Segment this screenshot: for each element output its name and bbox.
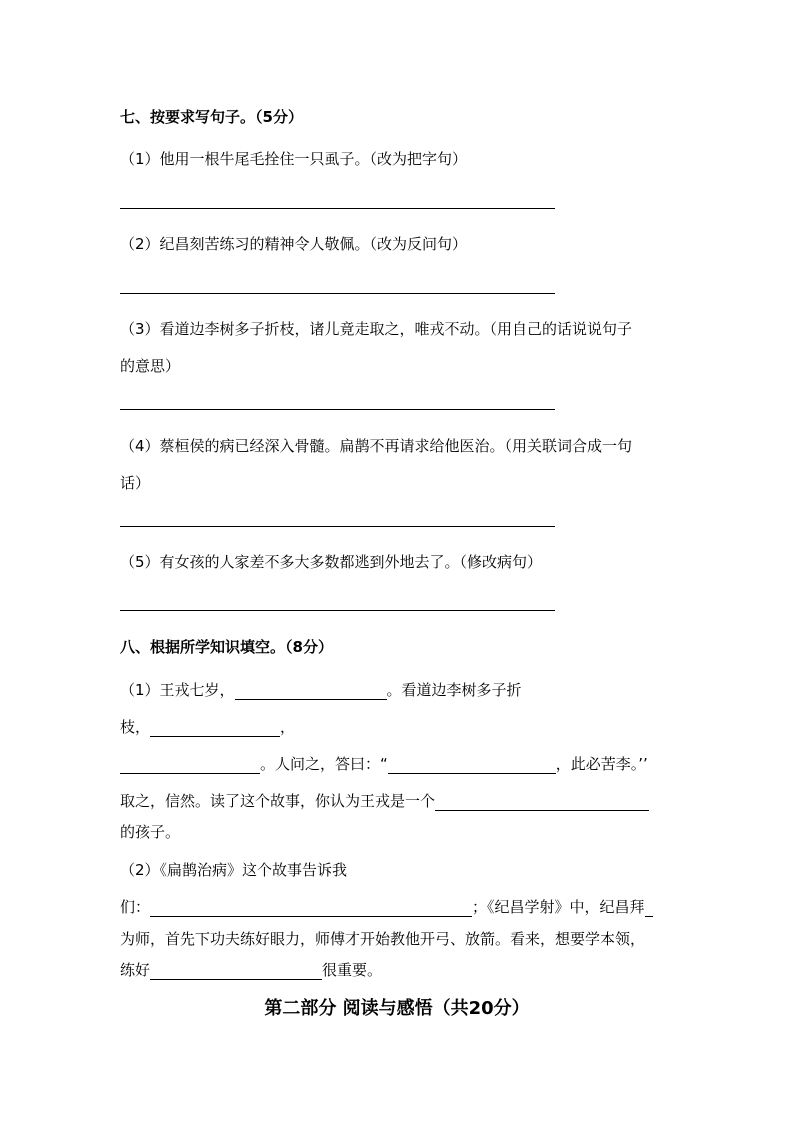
q1-text-d: ，: [280, 718, 296, 736]
section7-q3-line1: （3）看道边李树多子折枝，诸儿竟走取之，唯戎不动。（用自己的话说说句子: [120, 320, 633, 338]
fill-blank-2[interactable]: [150, 719, 280, 737]
answer-line-q2[interactable]: [120, 293, 555, 294]
fill-blank-5[interactable]: [435, 793, 649, 811]
answer-line-q1[interactable]: [120, 208, 555, 209]
fill-blank-6[interactable]: [150, 899, 472, 917]
q2-text-e: 练好: [120, 961, 151, 979]
q1-text-e: 。人问之，答曰：“: [260, 755, 388, 773]
section7-q1: （1）他用一根牛尾毛拴住一只虱子。（改为把字句）: [120, 150, 468, 168]
section8-q1-line3: [120, 754, 648, 774]
q1-text-g: 取之，信然。读了这个故事，你认为王戎是一个: [120, 792, 436, 810]
q1-text-a: （1）王戎七岁，: [120, 681, 235, 699]
fill-blank-8[interactable]: [150, 962, 322, 980]
q2-text-f: 很重要。: [322, 961, 383, 979]
answer-line-q3[interactable]: [120, 409, 555, 410]
q1-text-c: 枝，: [120, 718, 151, 736]
section8-q1-line4: [120, 791, 649, 811]
section7-q5: （5）有女孩的人家差不多大多数都逃到外地去了。（修改病句）: [120, 553, 543, 571]
fill-blank-7[interactable]: [645, 899, 653, 917]
section7-q3-line2: 的意思）: [120, 357, 181, 375]
q2-text-c: ；《纪昌学射》中，纪昌拜: [472, 898, 645, 916]
q1-text-f: ，此必苦李。’’: [555, 755, 648, 773]
q1-text-b: 。看道边李树多子折: [386, 681, 522, 699]
answer-line-q4[interactable]: [120, 526, 555, 527]
section8-q2-line3: 为师，首先下功夫练好眼力，师傅才开始教他开弓、放箭。看来，想要学本领，: [120, 930, 646, 948]
section7-q2: （2）纪昌刻苦练习的精神令人敬佩。（改为反问句）: [120, 235, 468, 253]
section8-q2-line4: [120, 960, 382, 980]
q2-text-b: 们：: [120, 898, 151, 916]
fill-blank-3[interactable]: [120, 756, 260, 774]
section7-q4-line1: （4）蔡桓侯的病已经深入骨髓。扁鹊不再请求给他医治。（用关联词合成一句: [120, 437, 633, 455]
section7-q4-line2: 话）: [120, 474, 151, 492]
section8-q2-line1: （2）《扁鹊治病》这个故事告诉我: [120, 861, 348, 879]
section7-heading: 七、按要求写句子。（5分）: [120, 108, 303, 126]
fill-blank-1[interactable]: [235, 682, 387, 700]
section8-q1-line2: [120, 717, 295, 737]
section8-heading: 八、根据所学知识填空。（8分）: [120, 638, 333, 656]
fill-blank-4[interactable]: [388, 756, 556, 774]
section8-q1-line5: 的孩子。: [120, 823, 181, 841]
answer-line-q5[interactable]: [120, 610, 555, 611]
section8-q2-line2: [120, 897, 653, 917]
section8-q1-line1: [120, 680, 522, 700]
part2-title: 第二部分 阅读与感悟（共20分）: [264, 998, 530, 1019]
